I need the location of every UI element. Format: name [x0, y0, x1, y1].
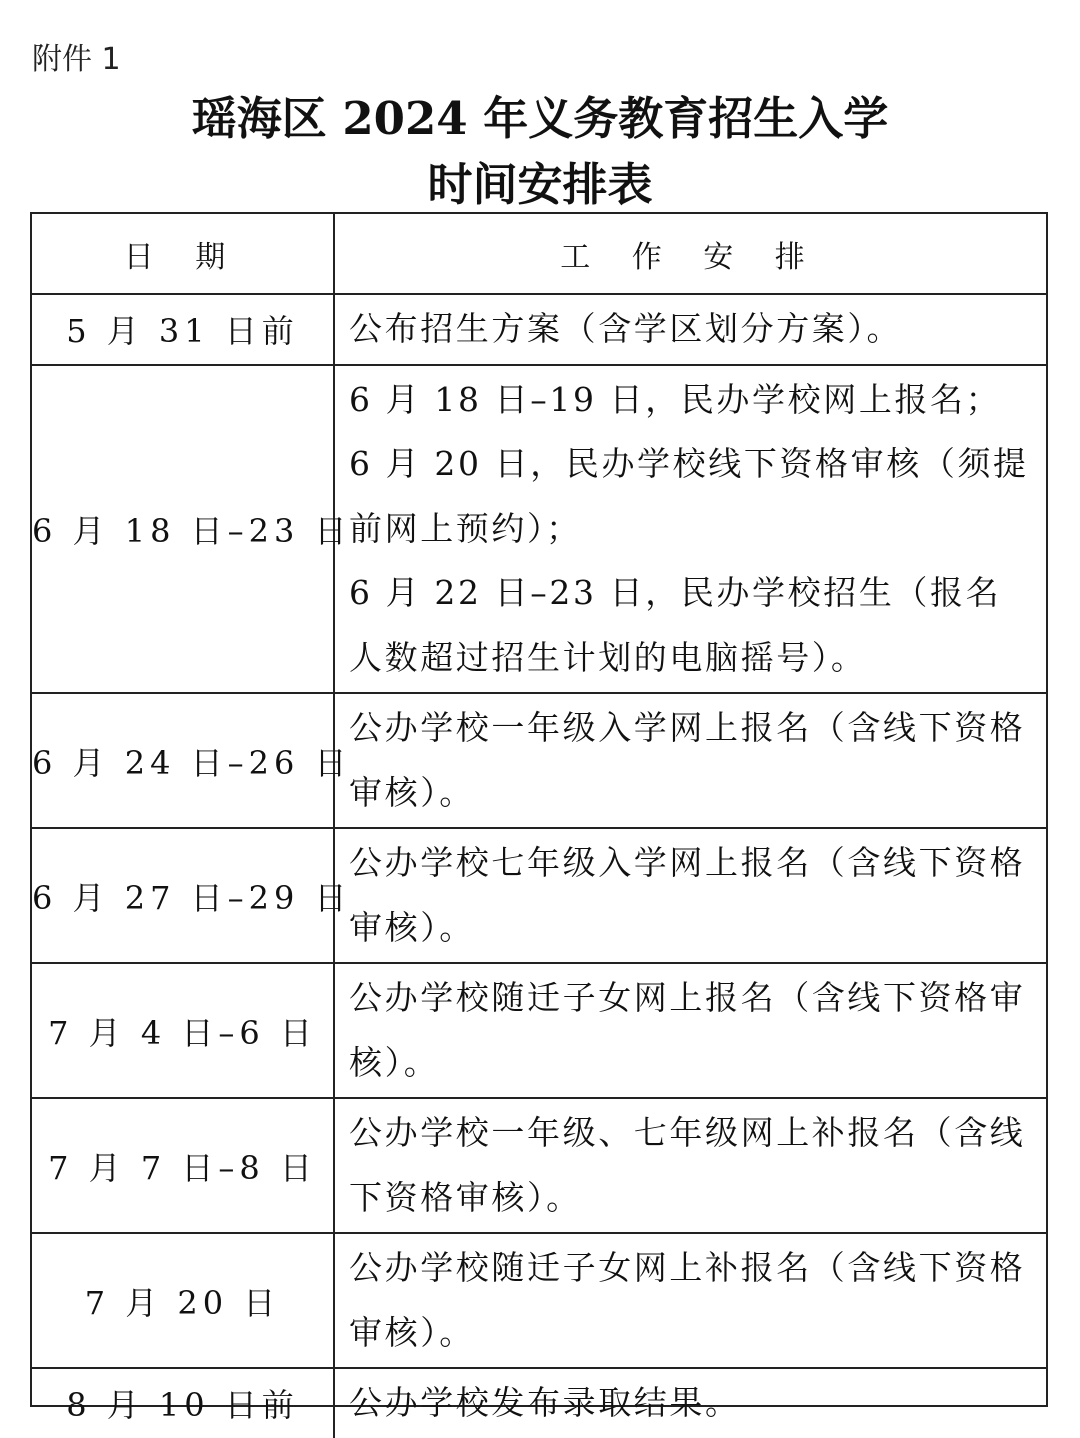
row-work-item: 公办学校随迁子女网上报名（含线下资格审核）。: [349, 978, 1026, 1082]
row-work-item: 公办学校一年级入学网上报名（含线下资格审核）。: [349, 708, 1026, 812]
header-date: 日 期: [32, 214, 334, 294]
row-work: [334, 1233, 1046, 1368]
row-work-item: 公布招生方案（含学区划分方案）。: [349, 309, 903, 348]
row-work: [334, 365, 1046, 694]
row-date: 7 月 7 日–8 日: [32, 1098, 334, 1233]
row-work: [334, 828, 1046, 963]
header-work: 工 作 安 排: [334, 214, 1046, 294]
row-work-item: 公办学校发布录取结果。: [349, 1383, 741, 1422]
schedule-table: [30, 212, 1048, 1425]
row-work-item: 6 月 18 日–19 日，民办学校网上报名；: [349, 379, 1002, 419]
row-work-item: 公办学校一年级、七年级网上补报名（含线下资格审核）。: [349, 1113, 1026, 1217]
table-header-row: [32, 214, 1046, 294]
table-row: [32, 365, 1046, 694]
attachment-label: 附件 1: [32, 42, 121, 77]
row-work: [334, 693, 1046, 828]
row-work-item: 公办学校随迁子女网上补报名（含线下资格审核）。: [349, 1248, 1026, 1352]
table-row: [32, 1233, 1046, 1368]
row-date: 6 月 18 日–23 日: [32, 365, 334, 694]
table-row: [32, 963, 1046, 1098]
table-row: [32, 693, 1046, 828]
row-work: [334, 1098, 1046, 1233]
title-line-1: 瑶海区 2024 年义务教育招生入学: [191, 92, 889, 145]
table-row: [32, 828, 1046, 963]
row-date: 6 月 27 日–29 日: [32, 828, 334, 963]
document-title: [0, 86, 1080, 218]
row-work: [334, 1368, 1046, 1438]
row-date: 7 月 4 日–6 日: [32, 963, 334, 1098]
table-row: [32, 1368, 1046, 1438]
row-work: [334, 963, 1046, 1098]
row-work-item: 公办学校七年级入学网上报名（含线下资格审核）。: [349, 843, 1026, 947]
table-row: [32, 1098, 1046, 1233]
row-date: 6 月 24 日–26 日: [32, 693, 334, 828]
row-date: 5 月 31 日前: [32, 294, 334, 365]
row-date: 7 月 20 日: [32, 1233, 334, 1368]
title-line-2: 时间安排表: [427, 158, 653, 211]
row-date: 8 月 10 日前: [32, 1368, 334, 1438]
row-work: [334, 294, 1046, 365]
row-work-item: 6 月 22 日–23 日，民办学校招生（报名人数超过招生计划的电脑摇号）。: [349, 573, 1002, 677]
table-row: [32, 294, 1046, 365]
row-work-item: 6 月 20 日，民办学校线下资格审核（须提前网上预约）；: [349, 444, 1029, 548]
